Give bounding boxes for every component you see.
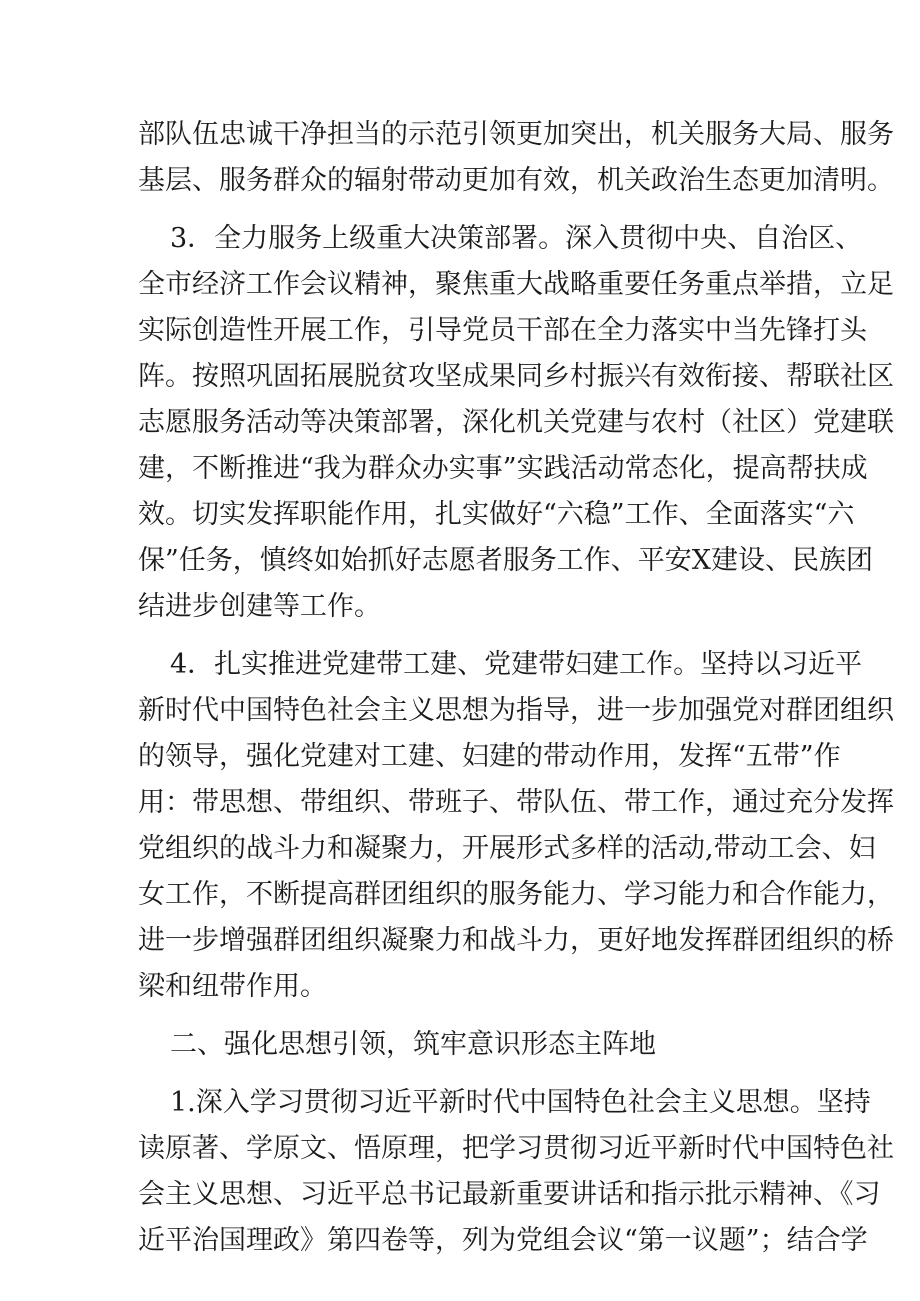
paragraph-line: 阵。按照巩固拓展脱贫攻坚成果同乡村振兴有效衔接、帮联社区 bbox=[138, 361, 894, 392]
paragraph-line: 结进步创建等工作。 bbox=[138, 591, 381, 622]
paragraph-line: 实际创造性开展工作，引导党员干部在全力落实中当先锋打头 bbox=[138, 315, 867, 346]
paragraph-line: 全市经济工作会议精神，聚焦重大战略重要任务重点举措，立足 bbox=[138, 269, 894, 300]
paragraph-line: 党组织的战斗力和凝聚力，开展形式多样的活动,带动工会、妇 bbox=[138, 833, 876, 864]
paragraph-line: 部队伍忠诚干净担当的示范引领更加突出，机关服务大局、服务 bbox=[138, 119, 894, 150]
paragraph-line: 3．全力服务上级重大决策部署。深入贯彻中央、自治区、 bbox=[170, 223, 863, 254]
paragraph-line: 建，不断推进“我为群众办实事”实践活动常态化，提高帮扶成 bbox=[138, 453, 868, 484]
paragraph-line: 4．扎实推进党建带工建、党建带妇建工作。坚持以习近平 bbox=[170, 649, 863, 680]
paragraph-gap bbox=[138, 204, 798, 216]
paragraph-line: 基层、服务群众的辐射带动更加有效，机关政治生态更加清明。 bbox=[138, 165, 894, 196]
paragraph-line: 效。切实发挥职能作用，扎实做好“六稳”工作、全面落实“六 bbox=[138, 499, 855, 530]
paragraph-line: 的领导，强化党建对工建、妇建的带动作用，发挥“五带”作 bbox=[138, 741, 841, 772]
paragraph-gap bbox=[138, 1010, 798, 1022]
section-heading: 二、强化思想引领，筑牢意识形态主阵地 bbox=[170, 1029, 656, 1060]
paragraph-line: 1.深入学习贯彻习近平新时代中国特色社会主义思想。坚持 bbox=[170, 1087, 871, 1118]
paragraph-line: 志愿服务活动等决策部署，深化机关党建与农村（社区）党建联 bbox=[138, 407, 894, 438]
paragraph-line: 进一步增强群团组织凝聚力和战斗力，更好地发挥群团组织的桥 bbox=[138, 925, 894, 956]
document-body bbox=[138, 112, 894, 1264]
paragraph-line: 用：带思想、带组织、带班子、带队伍、带工作，通过充分发挥 bbox=[138, 787, 894, 818]
paragraph-line: 读原著、学原文、悟原理，把学习贯彻习近平新时代中国特色社 bbox=[138, 1133, 894, 1164]
paragraph-gap bbox=[138, 1068, 798, 1080]
paragraph-line: 会主义思想、习近平总书记最新重要讲话和指示批示精神、《习 bbox=[138, 1179, 881, 1210]
paragraph-line: 近平治国理政》第四卷等，列为党组会议“第一议题”；结合学 bbox=[138, 1225, 868, 1256]
paragraph-line: 女工作，不断提高群团组织的服务能力、学习能力和合作能力， bbox=[138, 879, 894, 910]
paragraph-line: 新时代中国特色社会主义思想为指导，进一步加强党对群团组织 bbox=[138, 695, 894, 726]
paragraph-gap bbox=[138, 630, 798, 642]
paragraph-line: 保”任务，慎终如始抓好志愿者服务工作、平安X建设、民族团 bbox=[138, 545, 874, 576]
paragraph-line: 梁和纽带作用。 bbox=[138, 971, 327, 1002]
